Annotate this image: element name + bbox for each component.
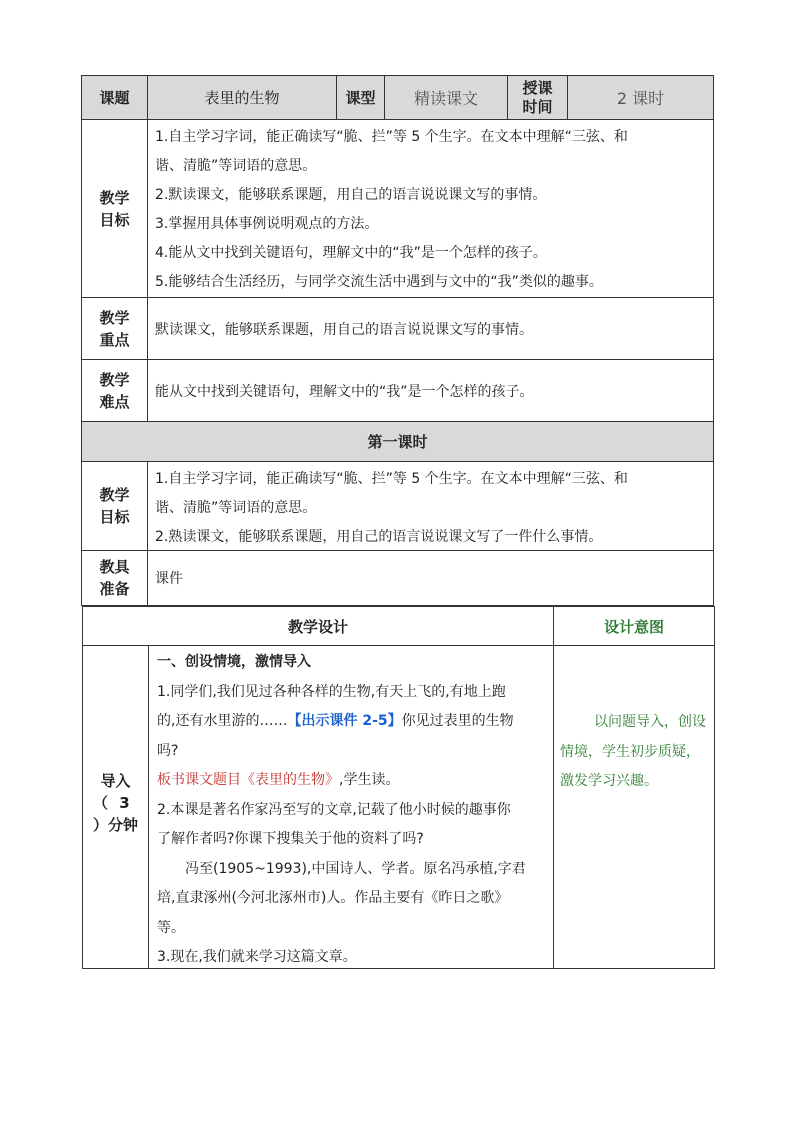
intent-header: 设计意图 (603, 617, 664, 636)
topic-value: 表里的生物 (204, 89, 280, 107)
paragraph-line: 1.同学们,我们见过各种各样的生物,有天上飞的,有地上跑 (157, 683, 506, 700)
design-header: 教学设计 (287, 617, 348, 636)
paragraph-line: 3.现在,我们就来学习这篇文章。 (157, 949, 357, 965)
paragraph-line: 吗? (157, 742, 179, 759)
section-title: 一、创设情境，激情导入 (157, 654, 311, 670)
time-label: 授课 时间 (522, 78, 553, 116)
tools-label: 教具 准备 (99, 558, 130, 598)
objective-line: 1.自主学习字词，能正确读写“脆、拦”等 5 个生字。在文本中理解“三弦、和 (155, 471, 628, 487)
objective-line: 3.掌握用具体事例说明观点的方法。 (155, 216, 379, 232)
paragraph-line: 等。 (157, 919, 185, 936)
objective-line: 谐、清脆”等词语的意思。 (155, 500, 317, 516)
hline (81, 461, 714, 462)
key-points-text: 默读课文，能够联系课题，用自己的语言说说课文写的事情。 (155, 321, 533, 338)
courseware-highlight: 【出示课件 2-5】 (287, 713, 402, 729)
topic-label: 课题 (99, 88, 130, 107)
lesson-one-objectives-text (155, 465, 715, 552)
paragraph-line: 板书课文题目《表里的生物》,学生读。 (157, 772, 400, 788)
difficulties-label: 教学 难点 (99, 370, 130, 411)
objective-line: 1.自主学习字词，能正确读写“脆、拦”等 5 个生字。在文本中理解“三弦、和 (155, 129, 628, 145)
paragraph-line: 的,还有水里游的……【出示课件 2-5】你见过表里的生物 (157, 713, 514, 729)
lesson-one-objectives-label: 教学 目标 (99, 486, 130, 526)
objectives-text (155, 123, 715, 297)
objective-line: 4.能从文中找到关键语句，理解文中的“我”是一个怎样的孩子。 (155, 245, 547, 261)
paragraph-line: 2.本课是著名作家冯至写的文章,记载了他小时候的趣事你 (157, 801, 511, 818)
hline (81, 119, 714, 120)
type-value: 精读课文 (413, 89, 478, 108)
tools-value: 课件 (155, 571, 183, 587)
objective-line: 2.熟读课文，能够联系课题，用自己的语言说说课文写了一件什么事情。 (155, 529, 603, 545)
stage-label: 导入 （ 3 ）分钟 (92, 772, 138, 834)
design-intent: 以问题导入，创设 情境，学生初步质疑， 激发学习兴趣。 (560, 714, 706, 789)
vline (553, 606, 554, 969)
lesson-one-title: 第一课时 (367, 433, 428, 451)
vline (148, 645, 149, 969)
vline (147, 75, 148, 421)
paragraph-line: 冯至(1905~1993),中国诗人、学者。原名冯承植,字君 (185, 860, 526, 877)
objective-line: 谐、清脆”等词语的意思。 (155, 158, 317, 174)
type-label: 课型 (345, 88, 376, 107)
difficulties-text: 能从文中找到关键语句，理解文中的“我”是一个怎样的孩子。 (155, 383, 534, 400)
objective-line: 2.默读课文，能够联系课题，用自己的语言说说课文写的事情。 (155, 187, 547, 203)
blackboard-title: 板书课文题目《表里的生物》 (157, 772, 339, 788)
design-content (157, 648, 553, 973)
paragraph-line: 培,直隶涿州(今河北涿州市)人。作品主要有《昨日之歌》 (157, 890, 509, 906)
vline (147, 461, 148, 606)
hline (82, 645, 715, 646)
key-points-label: 教学 重点 (99, 308, 130, 349)
paragraph-line: 了解作者吗?你课下搜集关于他的资料了吗? (157, 831, 424, 847)
time-value: 2 课时 (616, 89, 665, 108)
objective-line: 5.能够结合生活经历，与同学交流生活中遇到与文中的“我”类似的趣事。 (155, 274, 603, 290)
objectives-label: 教学 目标 (99, 188, 130, 229)
